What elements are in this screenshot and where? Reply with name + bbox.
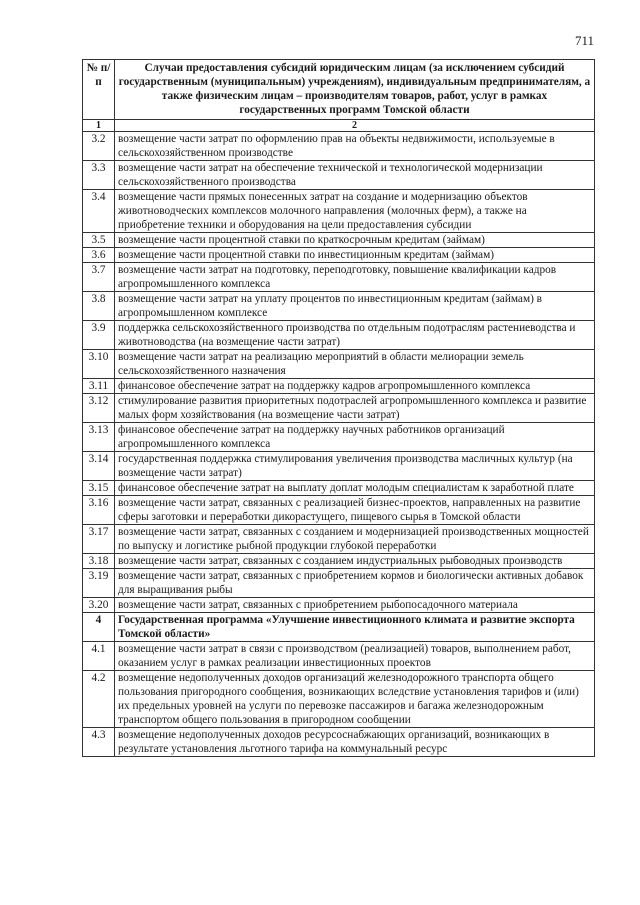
header-number-column: № п/п <box>83 60 115 120</box>
row-number: 3.17 <box>83 525 115 554</box>
table-header-row <box>83 60 595 120</box>
row-number: 3.12 <box>83 394 115 423</box>
row-description: возмещение недополученных доходов ресурсоснабжающих организаций, возникающих в результате установления льготного тарифа на коммунальный ресурс <box>115 728 595 757</box>
row-number: 3.13 <box>83 423 115 452</box>
table-row <box>83 569 595 598</box>
row-description: возмещение части затрат на реализацию мероприятий в области мелиорации земель сельскохозяйственного назначения <box>115 350 595 379</box>
table-row <box>83 481 595 496</box>
row-description: возмещение части затрат, связанных с реализацией бизнес-проектов, направленных на развитие сферы заготовки и переработки дикорастущего, пищевого сырья в Томской области <box>115 496 595 525</box>
row-number: 4.3 <box>83 728 115 757</box>
table-row <box>83 394 595 423</box>
table-row <box>83 190 595 233</box>
table-row <box>83 496 595 525</box>
page-number: 711 <box>575 33 595 48</box>
row-number: 3.3 <box>83 161 115 190</box>
row-description: финансовое обеспечение затрат на поддержку кадров агропромышленного комплекса <box>115 379 595 394</box>
row-number: 3.16 <box>83 496 115 525</box>
table-row <box>83 263 595 292</box>
section-row <box>83 613 595 642</box>
subsidy-table <box>82 59 595 757</box>
table-row <box>83 292 595 321</box>
table-row <box>83 321 595 350</box>
row-number: 3.15 <box>83 481 115 496</box>
row-description: возмещение части процентной ставки по инвестиционным кредитам (займам) <box>115 248 595 263</box>
row-description: возмещение части затрат, связанных с приобретением рыбопосадочного материала <box>115 598 595 613</box>
column-index-1: 1 <box>83 120 115 132</box>
row-description: финансовое обеспечение затрат на выплату доплат молодым специалистам к заработной плате <box>115 481 595 496</box>
row-number: 3.10 <box>83 350 115 379</box>
row-number: 4.2 <box>83 671 115 728</box>
table-row <box>83 525 595 554</box>
table-body <box>83 132 595 757</box>
table-row <box>83 132 595 161</box>
row-number: 3.14 <box>83 452 115 481</box>
row-description: возмещение части затрат на уплату процентов по инвестиционным кредитам (займам) в агропромышленном комплексе <box>115 292 595 321</box>
table-row <box>83 161 595 190</box>
table-row <box>83 233 595 248</box>
table-row <box>83 598 595 613</box>
row-description: поддержка сельскохозяйственного производства по отдельным подотраслям растениеводства и животноводства (на возмещение части затрат) <box>115 321 595 350</box>
row-number: 4 <box>83 613 115 642</box>
row-description: возмещение части затрат по оформлению прав на объекты недвижимости, используемые в сельскохозяйственном производстве <box>115 132 595 161</box>
row-number: 3.9 <box>83 321 115 350</box>
table-row <box>83 554 595 569</box>
row-description: стимулирование развития приоритетных подотраслей агропромышленного комплекса и развитие малых форм хозяйствования (на возмещение части затрат) <box>115 394 595 423</box>
column-index-row <box>83 120 595 132</box>
row-number: 3.6 <box>83 248 115 263</box>
row-number: 3.8 <box>83 292 115 321</box>
row-description: возмещение части затрат, связанных с приобретением кормов и биологически активных добавок для выращивания рыбы <box>115 569 595 598</box>
row-description: возмещение части затрат, связанных с созданием и модернизацией производственных мощностей по выпуску и логистике рыбной продукции глубокой переработки <box>115 525 595 554</box>
row-number: 3.4 <box>83 190 115 233</box>
table-row <box>83 642 595 671</box>
row-number: 3.7 <box>83 263 115 292</box>
section-title: Государственная программа «Улучшение инвестиционного климата и развитие экспорта Томской области» <box>115 613 595 642</box>
table-row <box>83 671 595 728</box>
table-row <box>83 379 595 394</box>
row-description: финансовое обеспечение затрат на поддержку научных работников организаций агропромышленного комплекса <box>115 423 595 452</box>
row-description: государственная поддержка стимулирования увеличения производства масличных культур (на возмещение части затрат) <box>115 452 595 481</box>
column-index-2: 2 <box>115 120 595 132</box>
row-description: возмещение части затрат на обеспечение технической и технологической модернизации сельскохозяйственного производства <box>115 161 595 190</box>
table-row <box>83 350 595 379</box>
header-description-column: Случаи предоставления субсидий юридическим лицам (за исключением субсидий государственным (муниципальным) учреждениям), индивидуальным предпринимателям, а также физическим лицам – производителям товаров, работ, услуг в рамках государственных программ Томской области <box>115 60 595 120</box>
row-number: 3.20 <box>83 598 115 613</box>
row-description: возмещение части затрат на подготовку, переподготовку, повышение квалификации кадров агропромышленного комплекса <box>115 263 595 292</box>
table-row <box>83 728 595 757</box>
row-number: 3.19 <box>83 569 115 598</box>
row-number: 3.11 <box>83 379 115 394</box>
row-description: возмещение недополученных доходов организаций железнодорожного транспорта общего пользования пригородного сообщения, возникающих вследствие установления тарифов и (или) их предельных уровней на услуги по перевозке пассажиров и багажа железнодорожным транспортом общего пользования в пригородном сообщении <box>115 671 595 728</box>
table-row <box>83 248 595 263</box>
table-row <box>83 423 595 452</box>
row-description: возмещение части затрат, связанных с созданием индустриальных рыбоводных производств <box>115 554 595 569</box>
row-number: 3.18 <box>83 554 115 569</box>
row-number: 4.1 <box>83 642 115 671</box>
row-number: 3.5 <box>83 233 115 248</box>
row-description: возмещение части затрат в связи с производством (реализацией) товаров, выполнением работ, оказанием услуг в рамках реализации инвестиционных проектов <box>115 642 595 671</box>
table-row <box>83 452 595 481</box>
row-number: 3.2 <box>83 132 115 161</box>
row-description: возмещение части процентной ставки по краткосрочным кредитам (займам) <box>115 233 595 248</box>
row-description: возмещение части прямых понесенных затрат на создание и модернизацию объектов животноводческих комплексов молочного направления (молочных ферм), а также на приобретение техники и оборудования на цели предоставления субсидии <box>115 190 595 233</box>
